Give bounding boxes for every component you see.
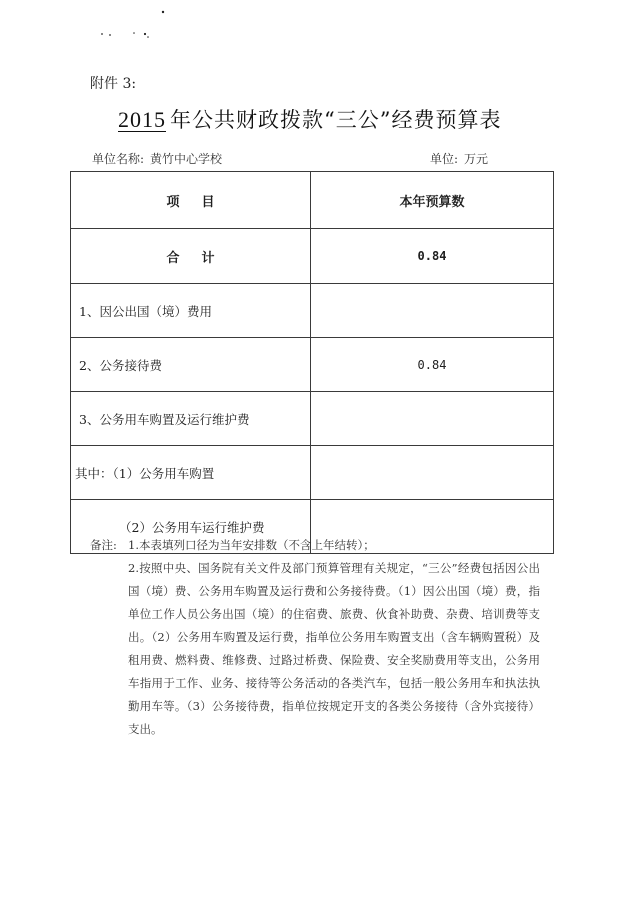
unit-measure	[430, 150, 488, 167]
row-value	[311, 446, 554, 500]
unit-measure-label: 单位:	[430, 152, 459, 166]
table-row	[71, 446, 554, 500]
row-label: 其中：（1）公务用车购置	[71, 446, 311, 500]
table-row	[71, 392, 554, 446]
table-total-row	[71, 229, 554, 284]
note-text: 2.按照中央、国务院有关文件及部门预算管理有关规定，“三公”经费包括因公出国（境）费、公务用车购置及运行费和公务接待费。（1）因公出国（境）费，指单位工作人员公务出国（境）的住宿费、旅费、伙食补助费、杂费、培训费等支出。（2）公务用车购置及运行费，指单位公务用车购置支出（含车辆购置税）及租用费、燃料费、维修费、过路过桥费、保险费、安全奖励费用等支出，公务用车指用于工作、业务、接待等公务活动的各类汽车，包括一般公务用车和执法执勤用车等。（3）公务接待费，指单位按规定开支的各类公务接待（含外宾接待）支出。	[128, 561, 540, 736]
row-label: 1、因公出国（境）费用	[71, 284, 311, 338]
header-budget: 本年预算数	[311, 172, 554, 229]
total-label: 合计	[71, 229, 311, 284]
document-title	[114, 104, 534, 134]
table-row	[71, 284, 554, 338]
note-item	[90, 534, 540, 557]
row-value: 0.84	[311, 338, 554, 392]
table-row	[71, 338, 554, 392]
row-label: 3、公务用车购置及运行维护费	[71, 392, 311, 446]
row-value	[311, 284, 554, 338]
header-item: 项目	[71, 172, 311, 229]
unit-measure-value: 万元	[464, 152, 489, 166]
unit-name-value: 黄竹中心学校	[150, 152, 223, 166]
note-text: 1.本表填列口径为当年安排数（不含上年结转）；	[128, 538, 375, 552]
row-value	[311, 392, 554, 446]
row-label: （2）公务用车运行维护费	[71, 500, 311, 554]
title-year: 2015	[118, 107, 166, 132]
total-value: 0.84	[311, 229, 554, 284]
unit-name	[92, 150, 222, 167]
notes-label: 备注:	[90, 538, 117, 552]
title-text: 年公共财政拨款“三公”经费预算表	[170, 108, 502, 132]
notes	[90, 534, 540, 741]
attachment-label: 附件 3:	[90, 76, 137, 92]
unit-name-label: 单位名称:	[92, 152, 145, 166]
budget-table	[70, 171, 554, 554]
scan-specks	[96, 8, 176, 40]
table-header-row	[71, 172, 554, 229]
row-label: 2、公务接待费	[71, 338, 311, 392]
